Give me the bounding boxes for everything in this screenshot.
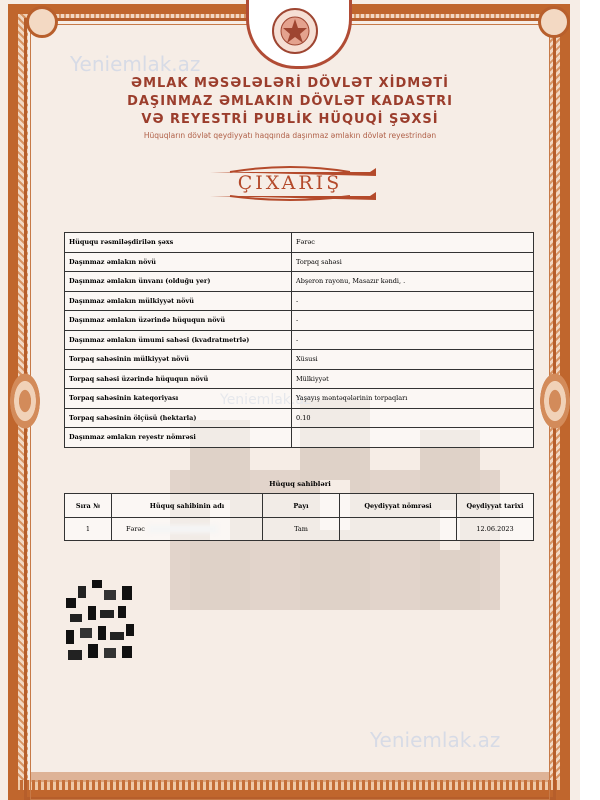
info-value [292,428,534,448]
watermark-bottom: Yeniemlak.az [370,728,501,752]
info-value: 0.10 [292,408,534,428]
owners-table [64,493,534,541]
info-row [65,311,534,331]
header-line-1: ƏMLAK MƏSƏLƏLƏRİ DÖVLƏT XİDMƏTİ [131,76,449,91]
redaction [148,525,218,533]
info-value: Mülkiyyət [292,369,534,389]
right-side-rosette [536,366,574,436]
info-row [65,330,534,350]
info-value: - [292,291,534,311]
info-value: - [292,330,534,350]
left-side-rosette [6,366,44,436]
header-line-3: VƏ REYESTRİ PUBLİK HÜQUQİ ŞƏXSİ [141,112,439,127]
info-row [65,428,534,448]
info-label: Torpaq sahəsinin ölçüsü (hektarla) [65,408,292,428]
info-label: Torpaq sahəsinin kateqoriyası [65,389,292,409]
owners-header-share: Payı [263,494,340,518]
state-emblem-icon [270,6,320,56]
owners-header-reg-date: Qeydiyyat tarixi [457,494,534,518]
qr-code [64,580,136,666]
info-label: Daşınmaz əmlakın ümumi sahəsi (kvadratmetrlə) [65,330,292,350]
info-label: Daşınmaz əmlakın reyestr nömrəsi [65,428,292,448]
info-row [65,369,534,389]
info-label: Daşınmaz əmlakın ünvanı (olduğu yer) [65,272,292,292]
info-row [65,233,534,253]
info-row [65,408,534,428]
owner-reg-date: 12.06.2023 [457,518,534,541]
info-row [65,291,534,311]
owners-header-index: Sıra № [65,494,112,518]
info-value: Xüsusi [292,350,534,370]
property-info-table [64,232,534,448]
corner-ornament-top-left [26,6,58,38]
owner-row [65,518,534,541]
owner-name [112,518,263,541]
owner-share: Tam [263,518,340,541]
info-row [65,389,534,409]
right-margin [580,0,600,800]
info-row [65,272,534,292]
header-subtitle: Hüquqların dövlət qeydiyyatı haqqında daşınmaz əmlakın dövlət reyestrindən [143,131,437,140]
owners-header-name: Hüquq sahibinin adı [112,494,263,518]
info-label: Daşınmaz əmlakın növü [65,252,292,272]
info-value: - [292,311,534,331]
document-title: ÇIXARIŞ [237,172,343,194]
header-line-2: DAŞINMAZ ƏMLAKIN DÖVLƏT KADASTRI [127,94,453,109]
info-value: Torpaq sahəsi [292,252,534,272]
info-label: Daşınmaz əmlakın mülkiyyət növü [65,291,292,311]
owners-table-title: Hüquq sahibləri [269,480,331,488]
owner-name-text: Fərəc [126,525,145,533]
bottom-band [30,772,550,782]
info-label: Hüququ rəsmiləşdirilən şəxs [65,233,292,253]
watermark-top: Yeniemlak.az [70,52,201,76]
owner-index: 1 [65,518,112,541]
info-value: Fərəc [292,233,534,253]
info-value: Abşeron rayonu, Masazır kəndi, . [292,272,534,292]
info-row [65,350,534,370]
info-row [65,252,534,272]
owner-reg-number [340,518,457,541]
corner-ornament-top-right [538,6,570,38]
info-value: Yaşayış məntəqələrinin torpaqları [292,389,534,409]
info-label: Torpaq sahəsinin mülkiyyət növü [65,350,292,370]
info-label: Torpaq sahəsi üzərində hüququn növü [65,369,292,389]
owners-header-reg-number: Qeydiyyat nömrəsi [340,494,457,518]
info-label: Daşınmaz əmlakın üzərində hüququn növü [65,311,292,331]
